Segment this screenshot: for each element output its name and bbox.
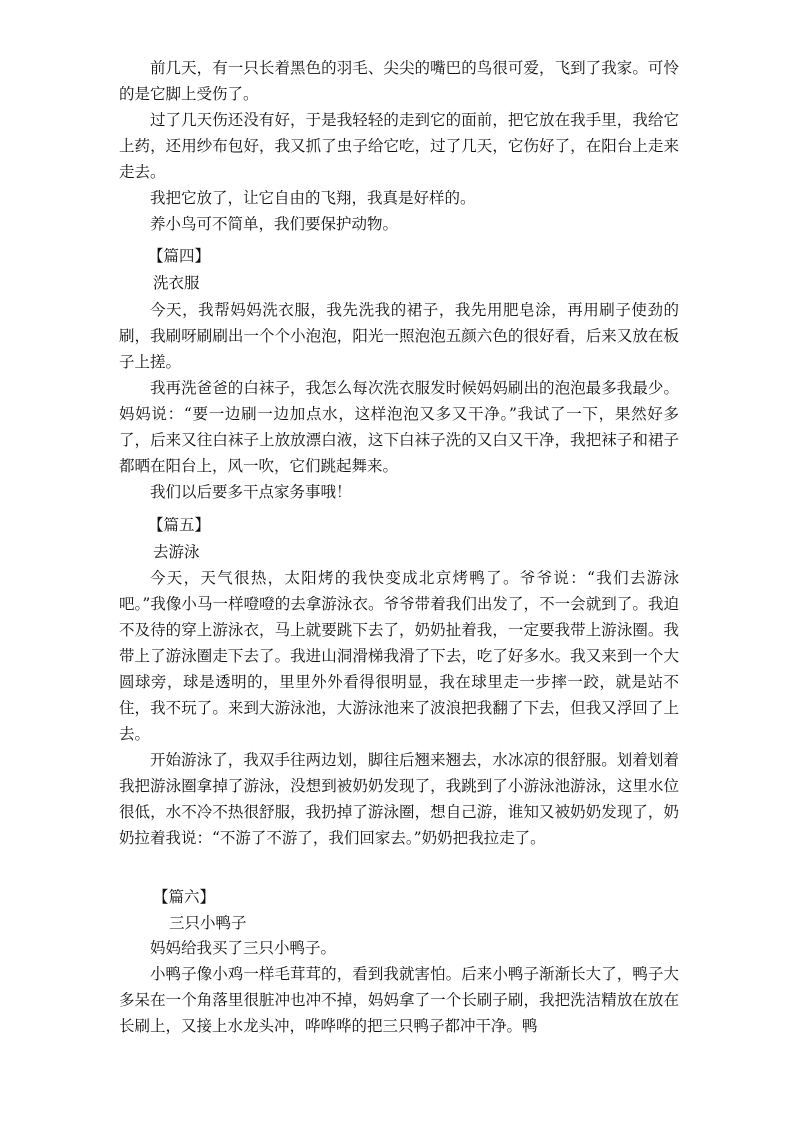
paragraph: 前几天，有一只长着黑色的羽毛、尖尖的嘴巴的鸟很可爱，飞到了我家。可怜的是它脚上受伤了。 (119, 59, 679, 103)
paragraph: 开始游泳了，我双手往两边划，脚往后翘来翘去，水冰凉的很舒服。划着划着我把游泳圈拿掉了游泳，没想到被奶奶发现了，我跳到了小游泳池游泳，这里水位很低，水不冷不热很舒服，我扔掉了游泳圈，想自己游，谁知又被奶奶发现了，奶奶拉着我说：“不游了不游了，我们回家去。”奶奶把我拉走了。 (119, 751, 679, 847)
paragraph: 今天，天气很热，太阳烤的我快变成北京烤鸭了。爷爷说：“我们去游泳吧。”我像小马一样噔噔的去拿游泳衣。爷爷带着我们出发了，不一会就到了。我迫不及待的穿上游泳衣，马上就要跳下去了，奶奶扯着我，一定要我带上游泳圈。我带上了游泳圈走下去了。我进山洞滑梯我滑了下去，吃了好多水。我又来到一个大圆球旁，球是透明的，里里外外看得很明显，我在球里走一步摔一跤，就是站不住，我不玩了。来到大游泳池，大游泳池来了波浪把我翻了下去，但我又浮回了上去。 (119, 569, 679, 743)
section-heading: 【篇六】 (153, 888, 216, 906)
section-title: 三只小鸭子 (169, 914, 247, 932)
section-part5 (119, 565, 679, 851)
section-part6 (119, 935, 679, 1039)
section-part4 (119, 297, 679, 505)
paragraph: 今天，我帮妈妈洗衣服，我先洗我的裙子，我先用肥皂涂，再用刷子使劲的刷，我刷呀刷刷出一个个小泡泡，阳光一照泡泡五颜六色的很好看，后来又放在板子上搓。 (119, 301, 679, 371)
paragraph: 养小鸟可不简单，我们要保护动物。 (150, 215, 399, 233)
paragraph: 我再洗爸爸的白袜子，我怎么每次洗衣服发时候妈妈刷出的泡泡最多我最少。妈妈说：“要一边刷一边加点水，这样泡泡又多又干净。”我试了一下，果然好多了，后来又往白袜子上放放漂白液，这下白袜子洗的又白又干净，我把袜子和裙子都晒在阳台上，风一吹，它们跳起舞来。 (119, 379, 679, 475)
paragraph: 我把它放了，让它自由的飞翔，我真是好样的。 (150, 189, 476, 207)
paragraph: 妈妈给我买了三只小鸭子。 (150, 939, 337, 957)
section-title: 去游泳 (153, 543, 200, 561)
section-heading: 【篇五】 (148, 516, 211, 534)
paragraph: 过了几天伤还没有好，于是我轻轻的走到它的面前，把它放在我手里，我给它上药，还用纱布包好，我又抓了虫子给它吃，过了几天，它伤好了，在阳台上走来走去。 (119, 111, 679, 181)
section-heading: 【篇四】 (148, 247, 211, 265)
section-intro (119, 55, 679, 237)
paragraph: 小鸭子像小鸡一样毛茸茸的，看到我就害怕。后来小鸭子渐渐长大了，鸭子大多呆在一个角落里很脏冲也冲不掉，妈妈拿了一个长刷子刷，我把洗洁精放在放在长刷上，又接上水龙头冲，哗哗哗的把三只鸭子都冲干净。鸭 (119, 965, 679, 1035)
paragraph: 我们以后要多干点家务事哦！ (150, 483, 352, 501)
section-title: 洗衣服 (153, 274, 200, 292)
